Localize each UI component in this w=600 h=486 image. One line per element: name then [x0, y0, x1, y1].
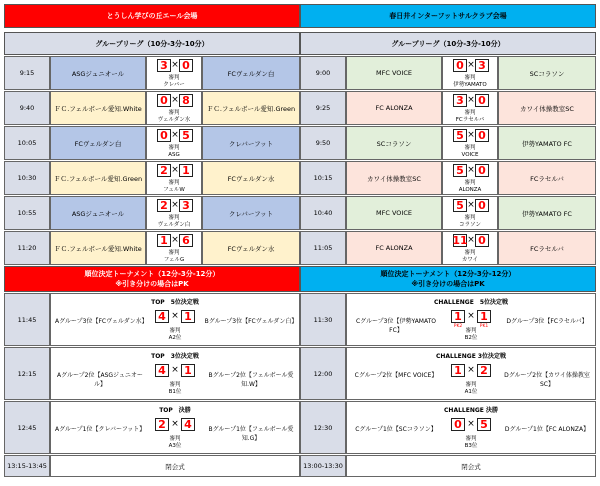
knockout-away-team: Bグループ3位【FCヴェルダン白】 [204, 318, 298, 325]
home-pk: PK2 [453, 324, 463, 329]
home-score: 2 [157, 199, 171, 212]
left-away-team [202, 126, 300, 160]
right-score-box [442, 56, 498, 90]
group-title-text: グループリーグ（10分-3分-10分） [391, 39, 505, 48]
left-closing-label [50, 455, 300, 477]
times-sign: × [467, 165, 475, 175]
left-score-box [146, 91, 202, 125]
knockout-score-box [443, 360, 499, 398]
left-closing-time [4, 455, 50, 477]
referee-label: 審判 [168, 75, 180, 81]
referee-label: 審判 [168, 180, 180, 186]
left-home-team [50, 231, 146, 265]
left-knockout-match [50, 347, 300, 400]
home-score: 1 [451, 310, 465, 323]
times-sign: × [467, 365, 475, 375]
knockout-time-text: 12:00 [313, 369, 333, 378]
left-home-team [50, 196, 146, 230]
left-knockout-match [50, 293, 300, 346]
away-score: 0 [475, 129, 489, 142]
away-team-name: FCラセルバ [530, 174, 564, 183]
away-score: 5 [179, 129, 193, 142]
away-score: 1 [181, 364, 195, 377]
away-team-name: FCヴェルダン水 [227, 244, 275, 253]
referee-team: ヴェルダン水 [157, 117, 191, 123]
closing-time-text: 13:00-13:30 [303, 462, 343, 470]
knockout-away-team: Bグループ2位【フェルボール愛知.W】 [208, 372, 294, 388]
match-time-text: 10:15 [313, 174, 333, 182]
away-score: 8 [179, 94, 193, 107]
left-score-box [146, 196, 202, 230]
tournament-title: 順位決定トーナメント（12分-3分-12分） [380, 270, 516, 278]
right-away-team [498, 161, 596, 195]
right-score-box [442, 126, 498, 160]
left-knockout-match [50, 401, 300, 454]
knockout-home-team: Aグループ2位【ASGジュニオール】 [57, 372, 143, 388]
right-knockout-time [300, 401, 346, 454]
right-match-time [300, 161, 346, 195]
right-score-box [442, 231, 498, 265]
closing-label-text: 閉会式 [165, 462, 185, 471]
right-match-time [300, 56, 346, 90]
referee-team: FCラセルバ [455, 117, 485, 123]
home-score: 2 [155, 418, 169, 431]
home-team-name: FC ALONZA [375, 244, 413, 252]
right-away-team [498, 126, 596, 160]
home-score: 1 [451, 364, 465, 377]
away-team-name: カワイ体操教室SC [520, 104, 574, 113]
home-team-name: FC ALONZA [375, 104, 413, 112]
away-team-name: ＦＣ.フェルボール愛知.Green [206, 104, 296, 113]
times-sign: × [467, 130, 475, 140]
match-time-text: 9:50 [315, 139, 331, 147]
away-team-name: SCコラソン [529, 69, 565, 78]
left-match-time [4, 91, 50, 125]
times-sign: × [171, 311, 179, 321]
away-score: 1 [181, 310, 195, 323]
right-match-time [300, 196, 346, 230]
home-team-name: SCコラソン [376, 139, 412, 148]
referee-team: クレバー [163, 82, 185, 88]
referee-team: ASG [168, 152, 180, 158]
knockout-time-text: 11:30 [313, 315, 333, 324]
knockout-score-box [147, 360, 203, 398]
away-team-name: FCヴェルダン白 [227, 69, 275, 78]
home-score: 0 [451, 418, 465, 431]
left-venue-header [4, 4, 300, 28]
knockout-away-team: Dグループ1位【FC ALONZA】 [504, 426, 590, 433]
left-score-box [146, 231, 202, 265]
left-knockout-time [4, 293, 50, 346]
left-away-team [202, 231, 300, 265]
home-score: 3 [453, 94, 467, 107]
right-knockout-match [346, 347, 596, 400]
left-match-time [4, 231, 50, 265]
home-team-name: ASGジュニオール [71, 209, 125, 218]
right-score-box [442, 161, 498, 195]
left-knockout-time [4, 401, 50, 454]
right-home-team [346, 126, 442, 160]
away-score: 0 [475, 164, 489, 177]
right-away-team [498, 196, 596, 230]
knockout-home-team: Cグループ1位【SCコラソン】 [355, 426, 437, 433]
knockout-away-team: Dグループ2位【カワイ体操教室SC】 [504, 372, 590, 388]
referee-team: B1位 [168, 389, 182, 395]
left-score-box [146, 126, 202, 160]
right-closing-time [300, 455, 346, 477]
match-time-text: 9:15 [19, 69, 35, 77]
left-away-team [202, 56, 300, 90]
left-knockout-time [4, 347, 50, 400]
times-sign: × [171, 419, 179, 429]
referee-label: 審判 [168, 110, 180, 116]
times-sign: × [467, 311, 475, 321]
referee-label: 審判 [465, 328, 477, 334]
closing-time-text: 13:15-13:45 [7, 462, 47, 470]
right-home-team [346, 161, 442, 195]
home-team-name: カワイ体操教室SC [367, 174, 421, 183]
referee-label: 審判 [465, 436, 477, 442]
knockout-title: CHALLENGE 決勝 [444, 407, 498, 414]
match-time-text: 9:00 [315, 69, 331, 77]
tournament-note: ※引き分けの場合はPK [411, 280, 485, 288]
referee-team: A2位 [168, 335, 182, 341]
knockout-title: TOP 決勝 [159, 407, 191, 414]
right-away-team [498, 231, 596, 265]
referee-label: 審判 [464, 145, 476, 151]
away-team-name: FCヴェルダン水 [227, 174, 275, 183]
left-match-time [4, 56, 50, 90]
home-team-name: ASGジュニオール [71, 69, 125, 78]
knockout-title: TOP 3位決定戦 [151, 353, 199, 360]
knockout-title: CHALLENGE 3位決定戦 [435, 353, 507, 360]
referee-team: VOICE [461, 152, 479, 158]
away-score: 0 [475, 234, 489, 247]
away-team-name: FCラセルバ [530, 244, 564, 253]
right-score-box [442, 91, 498, 125]
home-team-name: MFC VOICE [376, 69, 412, 77]
home-score: 5 [453, 199, 467, 212]
left-away-team [202, 161, 300, 195]
referee-label: 審判 [168, 145, 180, 151]
referee-label: 審判 [168, 215, 180, 221]
referee-team: A3位 [168, 443, 182, 449]
right-venue-title: 春日井インターフットサルクラブ会場 [389, 12, 507, 20]
left-venue-title: とうしん学びの丘エール会場 [106, 12, 198, 20]
referee-label: 審判 [464, 180, 476, 186]
right-closing-label [346, 455, 596, 477]
home-team-name: FCヴェルダン白 [74, 139, 122, 148]
knockout-time-text: 12:15 [17, 369, 37, 378]
knockout-score-box [443, 414, 499, 452]
closing-label-text: 閉会式 [461, 462, 481, 471]
left-home-team [50, 91, 146, 125]
away-score: 1 [477, 310, 491, 323]
referee-team: 伊勢YAMATO [453, 82, 487, 88]
tournament-title: 順位決定トーナメント（12分-3分-12分） [84, 270, 220, 278]
knockout-home-team: Cグループ3位【伊勢YAMATO FC】 [355, 318, 437, 334]
home-team-name: ＦＣ.フェルボール愛知.White [54, 244, 142, 253]
knockout-time-text: 12:30 [313, 423, 333, 432]
left-home-team [50, 161, 146, 195]
right-match-time [300, 231, 346, 265]
times-sign: × [171, 200, 179, 210]
referee-label: 審判 [464, 215, 476, 221]
away-score: 2 [477, 364, 491, 377]
home-team-name: ＦＣ.フェルボール愛知.Green [53, 174, 143, 183]
knockout-title: CHALLENGE 5位決定戦 [433, 299, 509, 306]
referee-label: 審判 [464, 250, 476, 256]
knockout-score-box [147, 306, 203, 344]
home-score: 2 [157, 164, 171, 177]
right-match-time [300, 91, 346, 125]
home-score: 11 [452, 234, 468, 247]
tournament-note: ※引き分けの場合はPK [115, 280, 189, 288]
times-sign: × [171, 130, 179, 140]
away-score: 6 [179, 234, 193, 247]
left-score-box [146, 161, 202, 195]
away-score: 1 [179, 164, 193, 177]
away-score: 0 [475, 199, 489, 212]
referee-team: フェルW [163, 187, 185, 193]
right-home-team [346, 91, 442, 125]
referee-label: 審判 [169, 382, 181, 388]
left-away-team [202, 196, 300, 230]
left-group-title [4, 32, 300, 55]
referee-label: 審判 [169, 436, 181, 442]
referee-team: コラソン [458, 222, 481, 228]
match-time-text: 11:05 [313, 244, 333, 252]
away-score: 3 [179, 199, 193, 212]
times-sign: × [467, 235, 475, 245]
knockout-home-team: Aグループ3位【FCヴェルダン水】 [55, 318, 148, 325]
away-score: 0 [179, 59, 193, 72]
away-score: 5 [477, 418, 491, 431]
referee-label: 審判 [465, 382, 477, 388]
knockout-away-team: Bグループ1位【フェルボール愛知.G】 [208, 426, 294, 442]
away-score: 0 [475, 94, 489, 107]
referee-team: B2位 [464, 335, 478, 341]
left-tournament-header [4, 266, 300, 292]
home-score: 4 [155, 364, 169, 377]
referee-label: 審判 [169, 328, 181, 334]
referee-label: 審判 [464, 110, 476, 116]
home-team-name: MFC VOICE [376, 209, 412, 217]
referee-team: A1位 [464, 389, 478, 395]
referee-label: 審判 [168, 250, 180, 256]
right-away-team [498, 56, 596, 90]
away-team-name: 伊勢YAMATO FC [522, 139, 572, 148]
away-team-name: クレバーフット [228, 209, 274, 218]
away-score: 3 [475, 59, 489, 72]
right-knockout-time [300, 293, 346, 346]
right-knockout-match [346, 293, 596, 346]
left-home-team [50, 126, 146, 160]
times-sign: × [467, 60, 475, 70]
times-sign: × [171, 95, 179, 105]
right-score-box [442, 196, 498, 230]
knockout-home-team: Aグループ1位【クレバーフット】 [55, 426, 146, 433]
times-sign: × [171, 165, 179, 175]
right-away-team [498, 91, 596, 125]
left-match-time [4, 196, 50, 230]
knockout-home-team: Cグループ2位【MFC VOICE】 [354, 372, 438, 379]
away-pk: PK1 [479, 324, 489, 329]
knockout-time-text: 11:45 [17, 315, 37, 324]
home-score: 0 [453, 59, 467, 72]
times-sign: × [171, 365, 179, 375]
left-score-box [146, 56, 202, 90]
right-home-team [346, 231, 442, 265]
referee-team: フェルG [163, 257, 185, 263]
match-time-text: 10:30 [17, 174, 37, 182]
home-score: 1 [157, 234, 171, 247]
home-score: 0 [157, 94, 171, 107]
referee-label: 審判 [464, 75, 476, 81]
home-score: 4 [155, 310, 169, 323]
match-time-text: 9:40 [19, 104, 35, 112]
match-time-text: 10:40 [313, 209, 333, 217]
right-home-team [346, 196, 442, 230]
times-sign: × [467, 200, 475, 210]
match-time-text: 10:55 [17, 209, 37, 217]
home-score: 5 [453, 129, 467, 142]
home-score: 5 [453, 164, 467, 177]
left-match-time [4, 126, 50, 160]
knockout-score-box [147, 414, 203, 452]
referee-team: ALONZA [458, 187, 482, 193]
home-score: 0 [157, 129, 171, 142]
home-team-name: ＦＣ.フェルボール愛知.White [54, 104, 142, 113]
referee-team: B3位 [464, 443, 478, 449]
left-match-time [4, 161, 50, 195]
away-team-name: 伊勢YAMATO FC [522, 209, 572, 218]
left-home-team [50, 56, 146, 90]
right-knockout-match [346, 401, 596, 454]
match-time-text: 9:25 [315, 104, 331, 112]
right-venue-header [300, 4, 596, 28]
left-away-team [202, 91, 300, 125]
times-sign: × [467, 419, 475, 429]
right-group-title [300, 32, 596, 55]
match-time-text: 11:20 [17, 244, 37, 252]
referee-team: ヴェルダン白 [157, 222, 191, 228]
away-score: 4 [181, 418, 195, 431]
referee-team: カワイ [461, 257, 479, 263]
group-title-text: グループリーグ（10分-3分-10分） [95, 39, 209, 48]
right-home-team [346, 56, 442, 90]
knockout-away-team: Dグループ3位【FCラセルバ】 [506, 318, 588, 325]
right-match-time [300, 126, 346, 160]
times-sign: × [171, 60, 179, 70]
times-sign: × [171, 235, 179, 245]
times-sign: × [467, 95, 475, 105]
knockout-score-box [443, 306, 499, 344]
knockout-title: TOP 5位決定戦 [151, 299, 199, 306]
match-time-text: 10:05 [17, 139, 37, 147]
right-tournament-header [300, 266, 596, 292]
knockout-time-text: 12:45 [17, 423, 37, 432]
right-knockout-time [300, 347, 346, 400]
away-team-name: クレバーフット [228, 139, 274, 148]
home-score: 3 [157, 59, 171, 72]
